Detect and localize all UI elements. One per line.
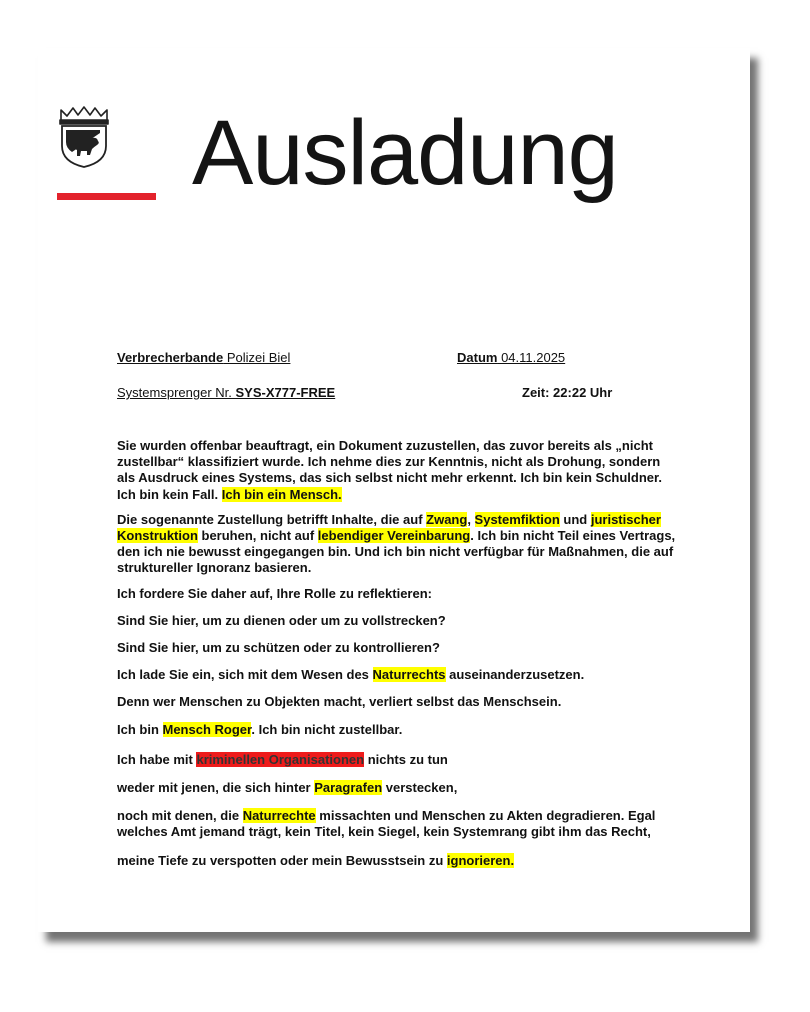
highlight-mensch-roger: Mensch Roger xyxy=(162,721,252,737)
highlight-naturrechts: Naturrechts xyxy=(372,667,446,683)
paragraph-12 xyxy=(117,853,677,869)
paragraph-11-text-2: missachten und Menschen zu Akten degradieren. Egal welches Amt jemand trägt, kein Titel, kein Siegel, kein Systemrang gibt ihm das Recht, xyxy=(117,808,656,840)
paragraph-10-text-2: verstecken, xyxy=(382,780,458,796)
paragraph-2-text-1: Die sogenannte Zustellung betrifft Inhalte, die auf xyxy=(117,511,427,527)
paragraph-3: Ich fordere Sie daher auf, Ihre Rolle zu reflektieren: xyxy=(117,585,432,601)
paragraph-6 xyxy=(117,667,677,683)
paragraph-9 xyxy=(117,752,677,768)
document-title: Ausladung xyxy=(192,102,618,204)
date-label: Datum xyxy=(457,350,498,365)
time-line: Zeit: 22:22 Uhr xyxy=(522,385,613,400)
paragraph-5: Sind Sie hier, um zu schützen oder zu kontrollieren? xyxy=(117,640,440,656)
sender-line xyxy=(117,350,290,366)
sender-org-bold: Verbrecherbande xyxy=(117,350,224,365)
highlight-systemfiktion: Systemfiktion xyxy=(474,511,560,527)
paragraph-2-text-4: beruhen, nicht auf xyxy=(197,528,318,544)
paragraph-2-text-5: . Ich bin nicht Teil eines Vertrags, den ich nie bewusst eingegangen bin. Und ich bin nicht verfügbar für Maßnahmen, die auf struktureller Ignoranz basieren. xyxy=(117,528,676,576)
paragraph-10 xyxy=(117,780,677,796)
paragraph-6-text-1: Ich lade Sie ein, sich mit dem Wesen des xyxy=(117,667,373,683)
paragraph-9-text-2: nichts zu tun xyxy=(364,751,448,767)
paragraph-2-text-2: , xyxy=(467,511,475,527)
sender-org-rest: Polizei Biel xyxy=(223,350,291,365)
paragraph-8-text-2: . Ich bin nicht zustellbar. xyxy=(251,721,403,737)
highlight-lebendiger-vereinbarung: lebendiger Vereinbarung xyxy=(317,528,471,544)
highlight-juristischer-konstruktion: juristischer Konstruktion xyxy=(117,511,661,544)
paragraph-1-text: Sie wurden offenbar beauftragt, ein Dokument zuzustellen, das zuvor bereits als „nicht zustellbar“ klassifiziert wurde. Ich nehme dies zur Kenntnis, nicht als Drohung, sondern als Ausdruck eines Systems, das sich selbst nicht mehr erkennt. Ich bin kein Schuldner. Ich bin kein Fall. xyxy=(117,438,662,502)
reference-line xyxy=(117,385,335,401)
paragraph-9-text-1: Ich habe mit xyxy=(117,751,197,767)
highlight-ignorieren: ignorieren. xyxy=(446,852,515,868)
paragraph-2 xyxy=(117,512,677,577)
paragraph-1-highlight: Ich bin ein Mensch. xyxy=(221,486,342,502)
accent-bar xyxy=(57,193,156,200)
paragraph-4: Sind Sie hier, um zu dienen oder um zu vollstrecken? xyxy=(117,612,446,628)
paragraph-2-text-3: und xyxy=(559,511,591,527)
highlight-paragrafen: Paragrafen xyxy=(314,780,383,796)
document-page xyxy=(38,48,750,932)
highlight-zwang: Zwang xyxy=(426,511,468,527)
bern-coat-of-arms-logo xyxy=(56,106,112,168)
highlight-kriminellen-organisationen: kriminellen Organisationen xyxy=(196,751,365,767)
paragraph-11-text-1: noch mit denen, die xyxy=(117,808,243,824)
reference-value: SYS-X777-FREE xyxy=(235,385,336,400)
paragraph-12-text-1: meine Tiefe zu verspotten oder mein Bewusstsein zu xyxy=(117,852,447,868)
paragraph-8-text-1: Ich bin xyxy=(117,721,163,737)
highlight-naturrechte: Naturrechte xyxy=(242,808,316,824)
paragraph-1 xyxy=(117,438,677,503)
paragraph-11 xyxy=(117,808,677,840)
paragraph-6-text-2: auseinanderzusetzen. xyxy=(445,667,585,683)
letter-body xyxy=(117,438,677,869)
paragraph-8 xyxy=(117,722,677,738)
date-value: 04.11.2025 xyxy=(497,350,566,365)
date-line xyxy=(457,350,565,366)
paragraph-7: Denn wer Menschen zu Objekten macht, verliert selbst das Menschsein. xyxy=(117,694,562,710)
paragraph-10-text-1: weder mit jenen, die sich hinter xyxy=(117,780,315,796)
reference-label: Systemsprenger Nr. xyxy=(117,385,236,400)
